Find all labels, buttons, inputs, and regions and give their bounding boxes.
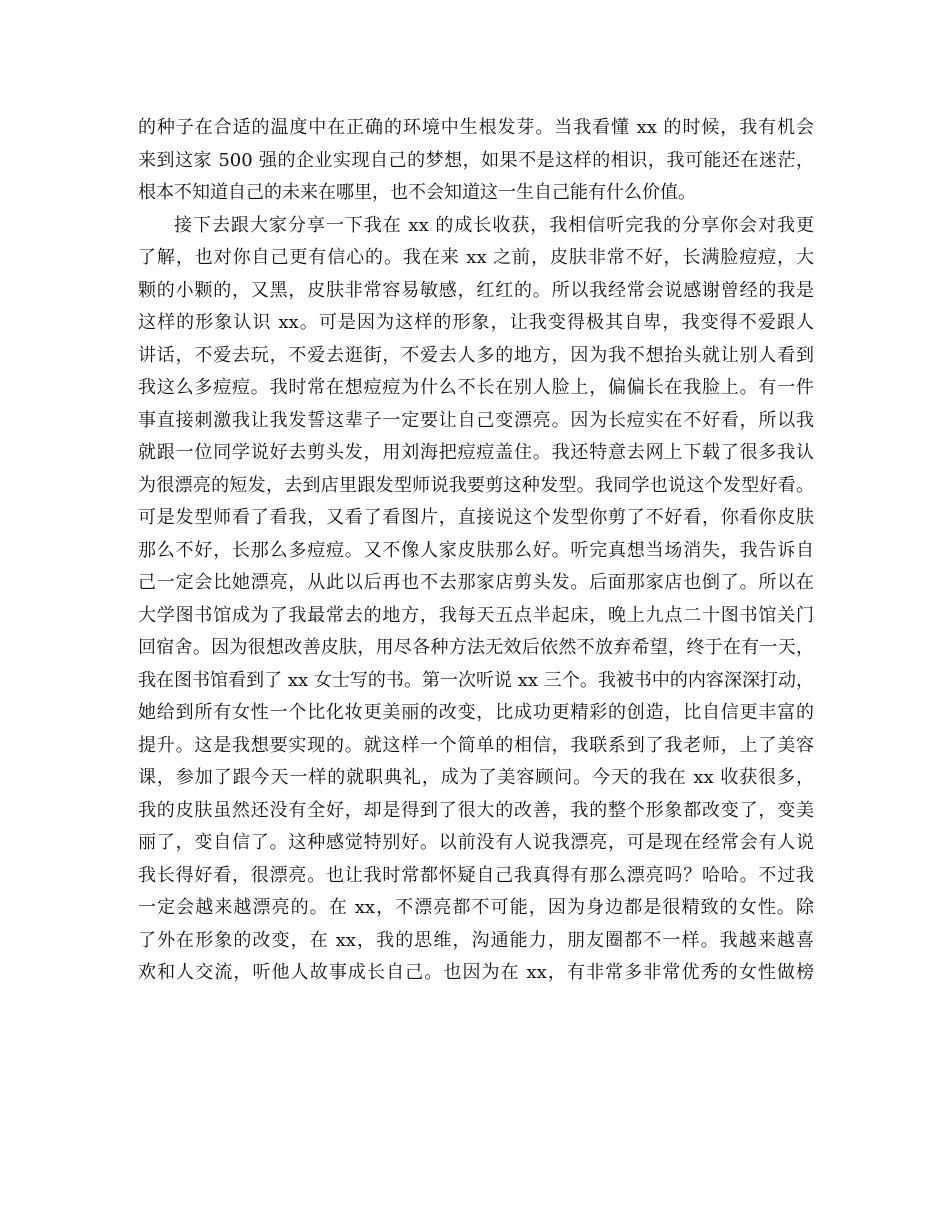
text-line: 大学图书馆成为了我最常去的地方，我每天五点半起床，晚上九点二十图书馆关门	[138, 604, 814, 626]
body-text	[138, 112, 814, 990]
text-line: 我在图书馆看到了 xx 女士写的书。第一次听说 xx 三个。我被书中的内容深深打动，	[138, 669, 814, 691]
text-line: 一定会越来越漂亮的。在 xx，不漂亮都不可能，因为身边都是很精致的女性。除	[138, 897, 814, 918]
text-line: 事直接刺激我让我发誓这辈子一定要让自己变漂亮。因为长痘实在不好看，所以我	[138, 409, 814, 431]
text-line: 可是发型师看了看我，又看了看图片，直接说这个发型你剪了不好看，你看你皮肤	[138, 507, 814, 528]
text-line: 我长得好看，很漂亮。也让我时常都怀疑自己我真得有那么漂亮吗？哈哈。不过我	[138, 864, 814, 886]
text-line: 为很漂亮的短发，去到店里跟发型师说我要剪这种发型。我同学也说这个发型好看。	[138, 474, 814, 496]
text-line: 了外在形象的改变，在 xx，我的思维，沟通能力，朋友圈都不一样。我越来越喜	[138, 929, 814, 951]
text-line: 回宿舍。因为很想改善皮肤，用尽各种方法无效后依然不放弃希望，终于在有一天，	[138, 637, 814, 658]
text-line: 颗的小颗的，又黑，皮肤非常容易敏感，红红的。所以我经常会说感谢曾经的我是	[138, 279, 814, 301]
text-line: 那么不好，长那么多痘痘。又不像人家皮肤那么好。听完真想当场消失，我告诉自	[138, 539, 814, 561]
text-line: 来到这家 500 强的企业实现自己的梦想，如果不是这样的相识，我可能还在迷茫，	[138, 149, 814, 171]
text-line: 己一定会比她漂亮，从此以后再也不去那家店剪头发。后面那家店也倒了。所以在	[138, 572, 814, 593]
text-line: 根本不知道自己的未来在哪里，也不会知道这一生自己能有什么价值。	[138, 182, 696, 203]
text-line: 我的皮肤虽然还没有全好，却是得到了很大的改善，我的整个形象都改变了，变美	[138, 799, 814, 821]
text-line: 提升。这是我想要实现的。就这样一个简单的相信，我联系到了我老师，上了美容	[138, 734, 814, 756]
text-line: 欢和人交流，听他人故事成长自己。也因为在 xx，有非常多非常优秀的女性做榜	[138, 962, 814, 983]
paragraph-first-line: 接下去跟大家分享一下我在 xx 的成长收获，我相信听完我的分享你会对我更	[174, 214, 814, 236]
text-line: 这样的形象认识 xx。可是因为这样的形象，让我变得极其自卑，我变得不爱跟人	[138, 312, 814, 333]
text-line: 丽了，变自信了。这种感觉特别好。以前没有人说我漂亮，可是现在经常会有人说	[138, 832, 814, 853]
text-line: 就跟一位同学说好去剪头发，用刘海把痘痘盖住。我还特意去网上下载了很多我认	[138, 442, 814, 463]
text-line: 了解，也对你自己更有信心的。我在来 xx 之前，皮肤非常不好，长满脸痘痘，大	[138, 247, 814, 268]
text-line: 课，参加了跟今天一样的就职典礼，成为了美容顾问。今天的我在 xx 收获很多，	[138, 767, 814, 788]
text-line: 的种子在合适的温度中在正确的环境中生根发芽。当我看懂 xx 的时候，我有机会	[138, 117, 814, 138]
text-line: 她给到所有女性一个比化妆更美丽的改变，比成功更精彩的创造，比自信更丰富的	[138, 702, 814, 723]
text-line: 我这么多痘痘。我时常在想痘痘为什么不长在别人脸上，偏偏长在我脸上。有一件	[138, 377, 814, 398]
text-line: 讲话，不爱去玩，不爱去逛街，不爱去人多的地方，因为我不想抬头就让别人看到	[138, 344, 814, 366]
